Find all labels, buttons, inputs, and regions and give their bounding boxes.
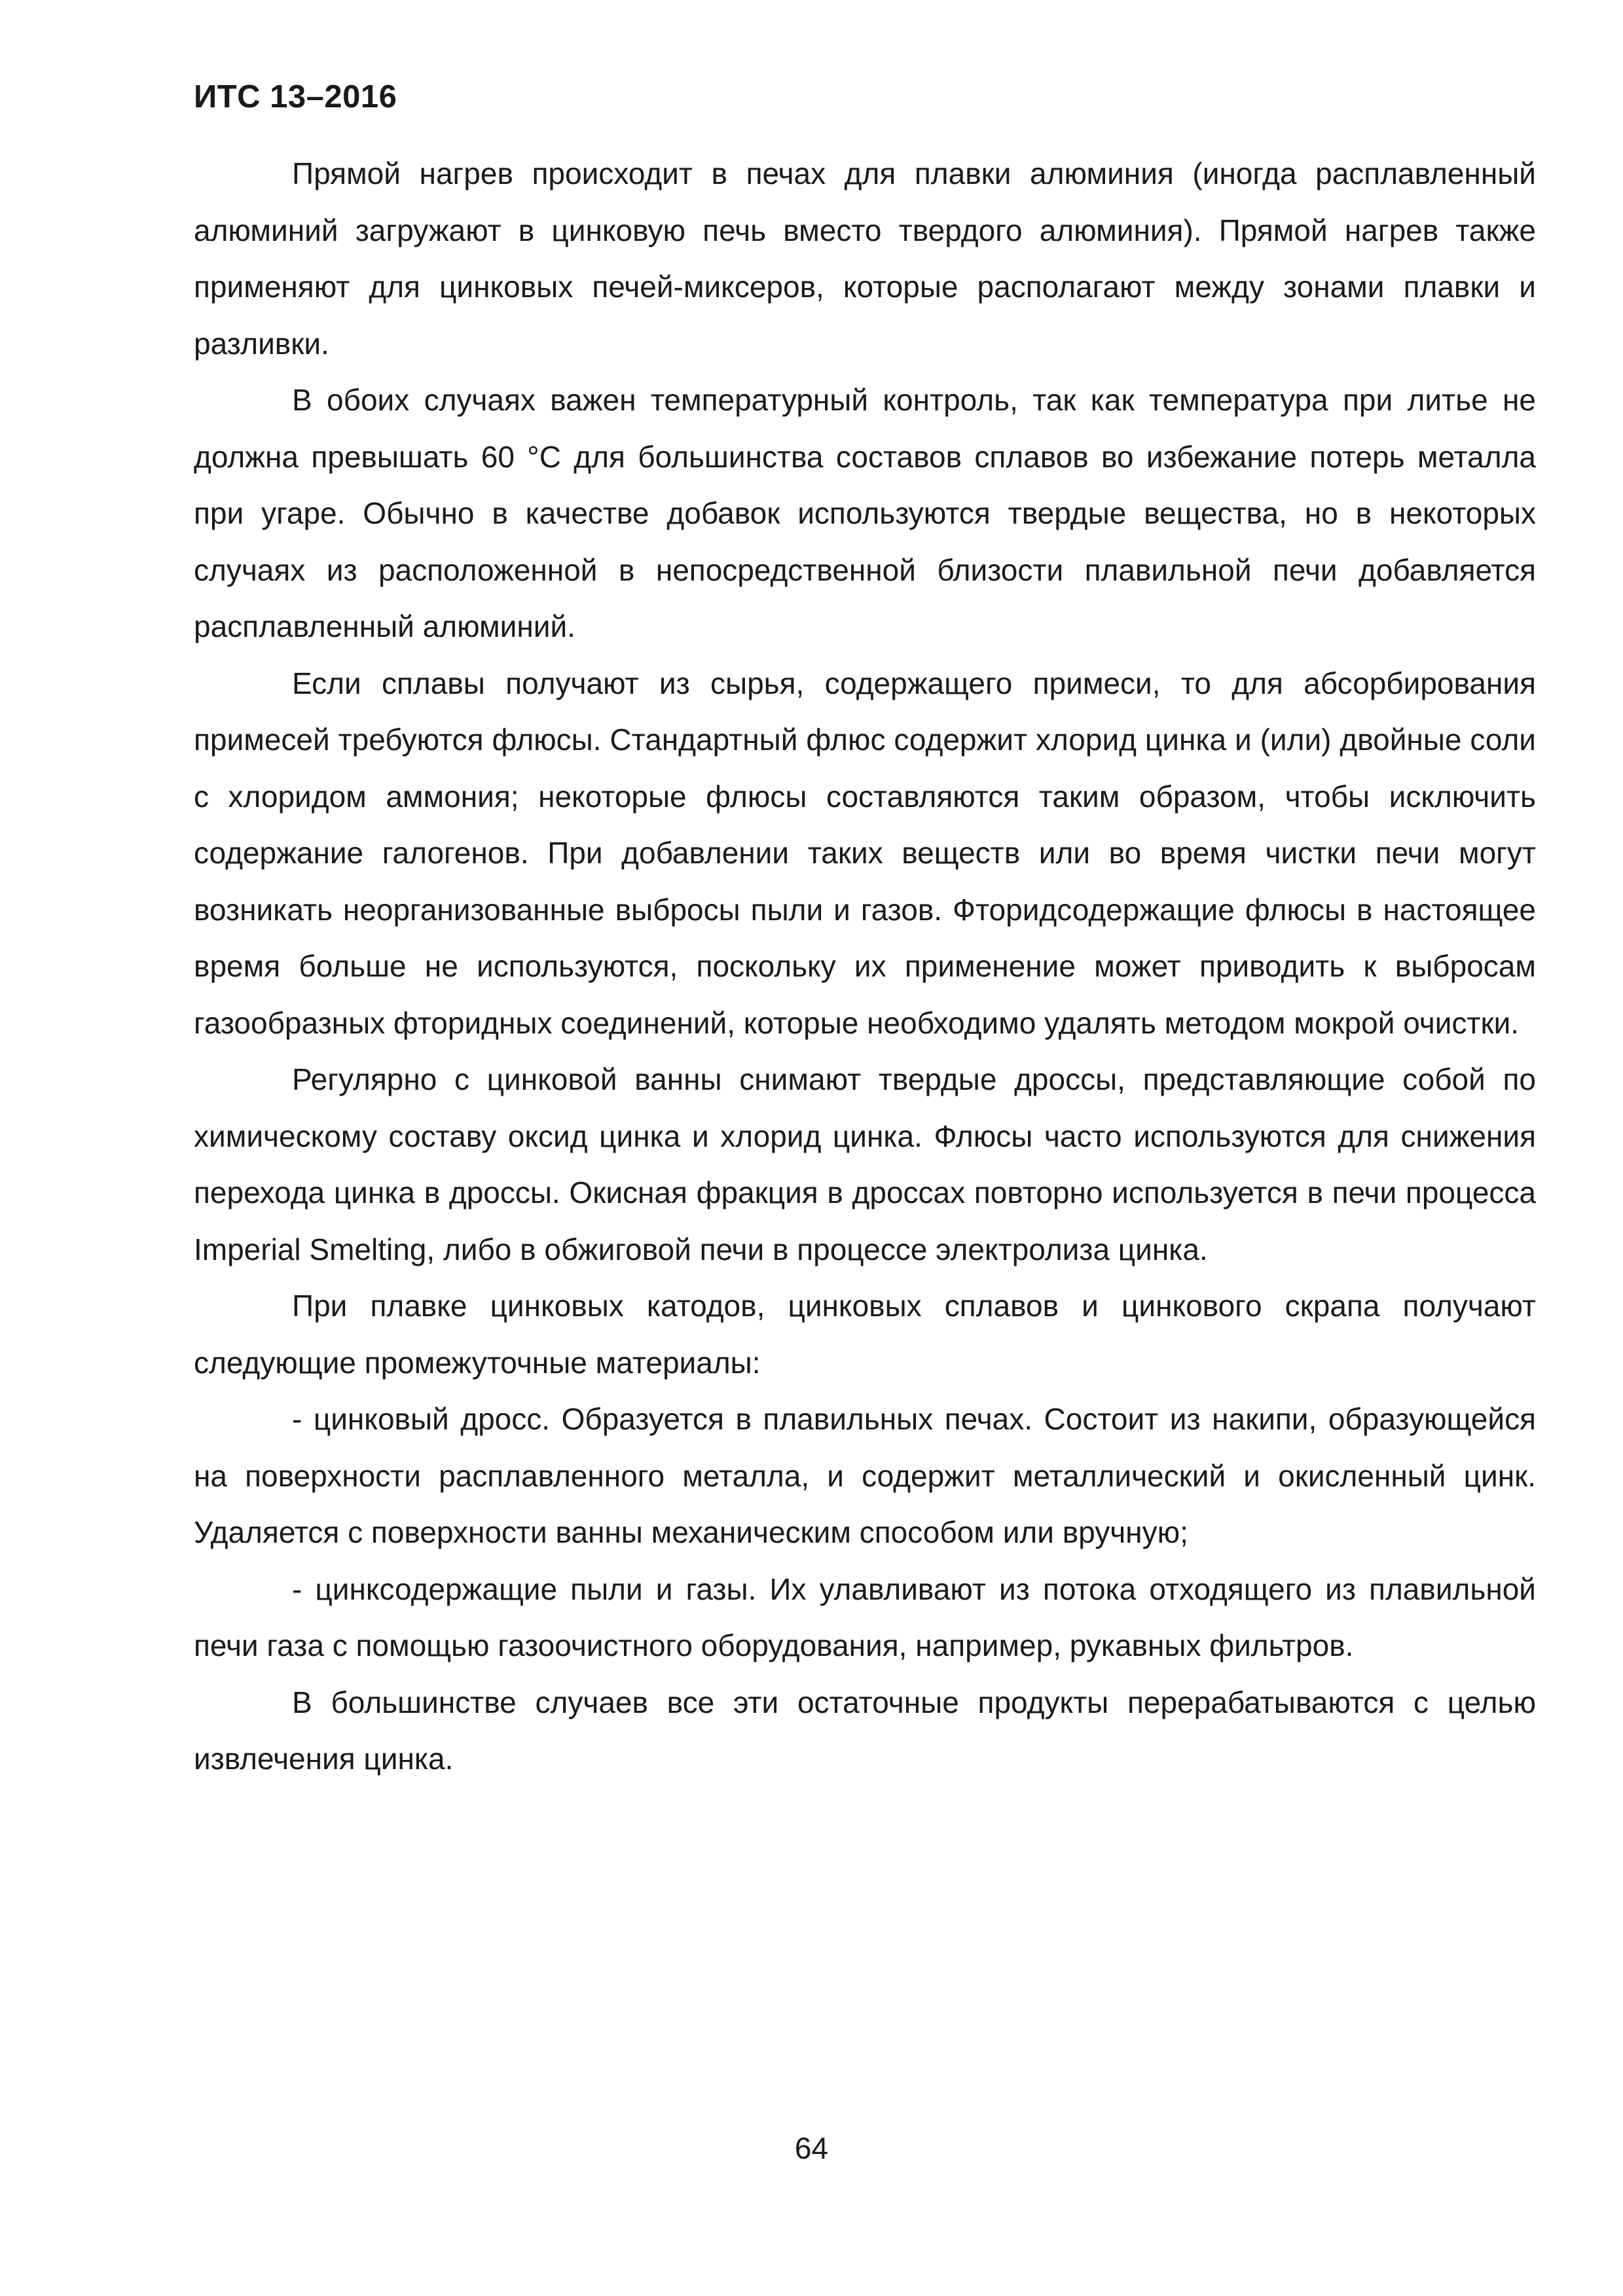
paragraph-fluxes: Если сплавы получают из сырья, содержащего примеси, то для абсорбирования примесей требуются флюсы. Стандартный флюс содержит хлорид цинка и (или) двойные соли с хлоридом аммония; некоторые флюсы составляются таким образом, чтобы исключить содержание галогенов. При добавлении таких веществ или во время чистки печи могут возникать неорганизованные выбросы пыли и газов. Фторидсодержащие флюсы в настоящее время больше не используются, поскольку их применение может приводить к выбросам газообразных фторидных соединений, которые необходимо удалять методом мокрой очистки.	[194, 666, 1536, 1040]
body-text	[194, 145, 1536, 1787]
paragraph-temperature-control: В обоих случаях важен температурный контроль, так как температура при литье не должна превышать 60 °С для большинства составов сплавов во избежание потерь металла при угаре. Обычно в качестве добавок используются твердые вещества, но в некоторых случаях из расположенной в непосредственной близости плавильной печи добавляется расплавленный алюминий.	[194, 383, 1536, 643]
paragraph-dross-removal: Регулярно с цинковой ванны снимают твердые дроссы, представляющие собой по химическому составу оксид цинка и хлорид цинка. Флюсы часто используются для снижения перехода цинка в дроссы. Окисная фракция в дроссах повторно используется в печи процесса Imperial Smelting, либо в обжиговой печи в процессе электролиза цинка.	[194, 1062, 1536, 1266]
list-item-zinc-dross: - цинковый дросс. Образуется в плавильных печах. Состоит из накипи, образующейся на поверхности расплавленного металла, и содержит металлический и окисленный цинк. Удаляется с поверхности ванны механическим способом или вручную;	[194, 1402, 1536, 1549]
list-item-zinc-dust-gases: - цинксодержащие пыли и газы. Их улавливают из потока отходящего из плавильной печи газа с помощью газоочистного оборудования, например, рукавных фильтров.	[194, 1571, 1536, 1662]
paragraph-residue-processing: В большинстве случаев все эти остаточные продукты перерабатываются с целью извлечения цинка.	[194, 1685, 1536, 1776]
paragraph-intermediate-materials: При плавке цинковых катодов, цинковых сплавов и цинкового скрапа получают следующие промежуточные материалы:	[194, 1289, 1536, 1380]
page-number: 64	[794, 2131, 829, 2165]
document-header-code: ИТС 13–2016	[194, 79, 397, 115]
paragraph-direct-heating: Прямой нагрев происходит в печах для плавки алюминия (иногда расплавленный алюминий загружают в цинковую печь вместо твердого алюминия). Прямой нагрев также применяют для цинковых печей-миксеров, которые располагают между зонами плавки и разливки.	[194, 156, 1536, 361]
